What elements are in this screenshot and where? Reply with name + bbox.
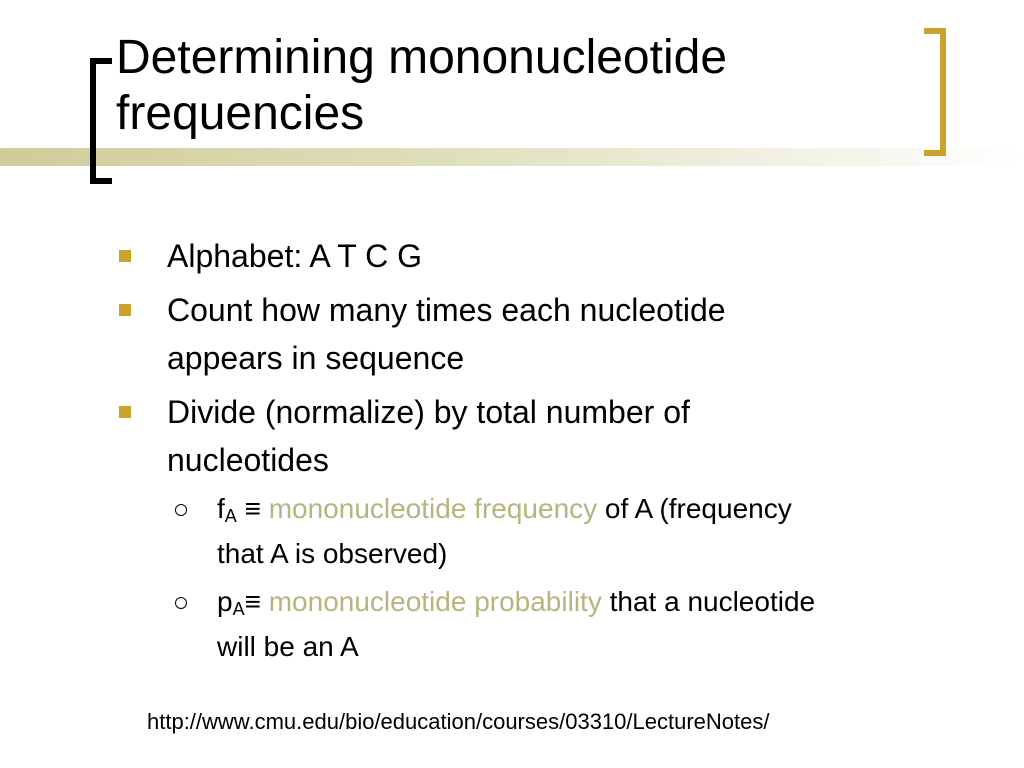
slide-body xyxy=(115,232,955,676)
probability-rest-line-2: will be an A xyxy=(217,631,359,662)
left-bracket-decoration xyxy=(90,58,112,184)
sub-bullet-frequency xyxy=(167,490,955,573)
frequency-highlight: mononucleotide frequency xyxy=(268,493,598,524)
bullet-text-line-2: appears in sequence xyxy=(167,340,465,376)
hollow-circle-bullet-icon xyxy=(175,504,187,516)
slide-title-line-1: Determining mononucleotide xyxy=(116,31,728,84)
bullet-text: Alphabet: A T C G xyxy=(167,238,422,274)
frequency-subscript: A xyxy=(224,506,237,526)
right-bracket-decoration xyxy=(924,28,946,156)
probability-highlight: mononucleotide probability xyxy=(268,586,602,617)
hollow-circle-bullet-icon xyxy=(175,597,187,609)
square-bullet-icon xyxy=(119,250,131,262)
bullet-text-line-1: Divide (normalize) by total number of xyxy=(167,394,690,430)
frequency-rest-line-1: of A (frequency xyxy=(597,493,792,524)
bullet-text-line-1: Count how many times each nucleotide xyxy=(167,292,726,328)
frequency-rest-line-2: that A is observed) xyxy=(217,538,448,569)
probability-symbol: p xyxy=(217,586,233,617)
square-bullet-icon xyxy=(119,406,131,418)
square-bullet-icon xyxy=(119,304,131,316)
frequency-symbol: f xyxy=(217,493,225,524)
title-underline-band xyxy=(0,148,1024,166)
probability-subscript: A xyxy=(232,599,245,619)
bullet-divide xyxy=(115,388,955,484)
sub-bullet-probability xyxy=(167,583,955,666)
bullet-count xyxy=(115,286,955,382)
equivalence-operator: ≡ xyxy=(244,586,269,617)
probability-rest-line-1: that a nucleotide xyxy=(601,586,816,617)
slide-title-line-2: frequencies xyxy=(116,87,365,140)
equivalence-operator: ≡ xyxy=(236,493,269,524)
bullet-alphabet xyxy=(115,232,955,280)
slide-title xyxy=(116,30,916,142)
bullet-text-line-2: nucleotides xyxy=(167,442,329,478)
source-url: http://www.cmu.edu/bio/education/courses/03310/LectureNotes/ xyxy=(147,709,770,734)
